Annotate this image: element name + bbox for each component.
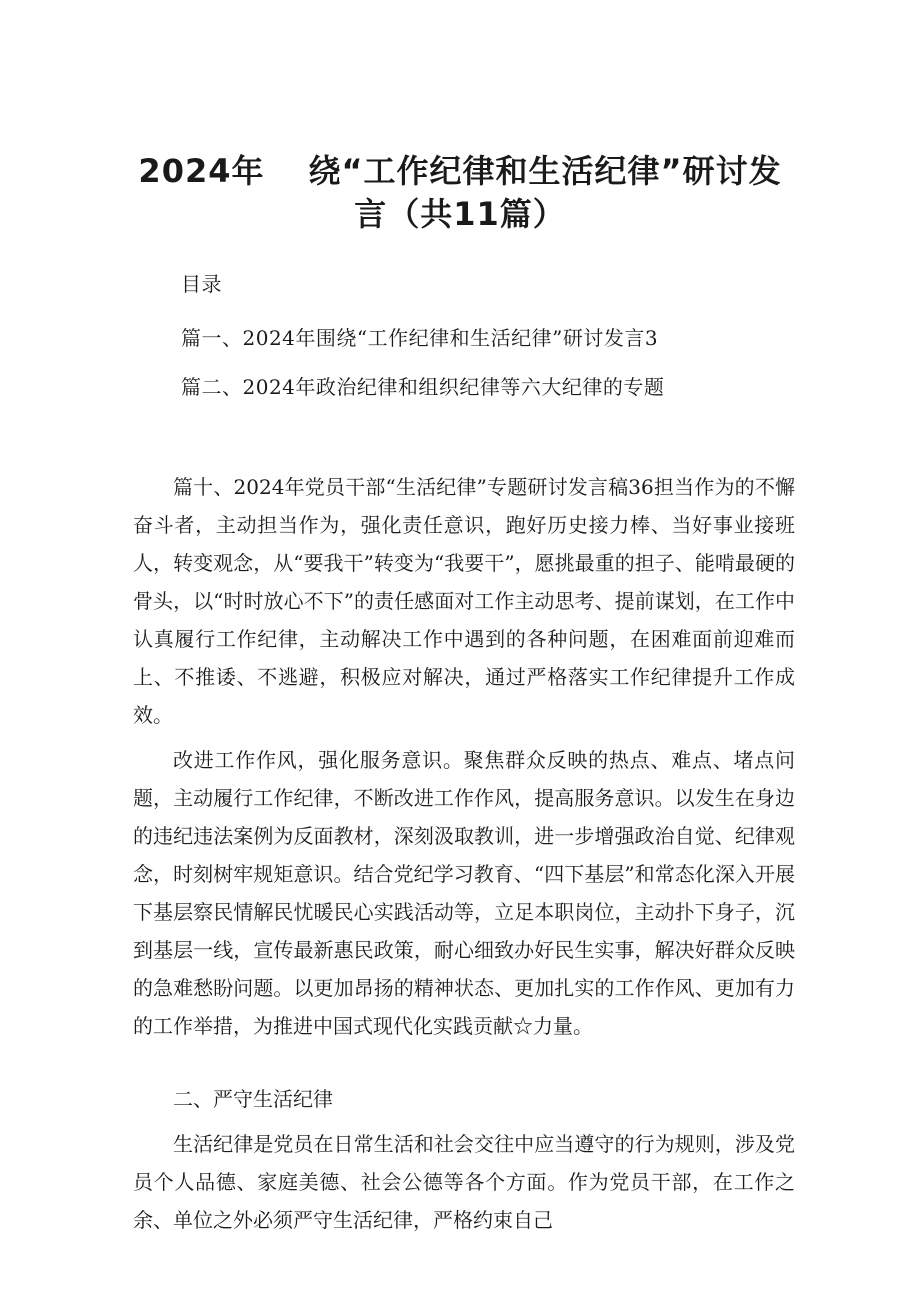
section-heading: 二、严守生活纪律 [173, 1087, 333, 1111]
toc-item-2: 篇二、2024年政治纪律和组织纪律等六大纪律的专题 [181, 375, 665, 399]
body-paragraph-3: 生活纪律是党员在日常生活和社会交往中应当遵守的行为规则，涉及党员个人品德、家庭美德、社会公德等各个方面。作为党员干部，在工作之余、单位之外必须严守生活纪律，严格约束自己 [133, 1132, 795, 1232]
toc-item-1: 篇一、2024年围绕“工作纪律和生活纪律”研讨发言3 [181, 326, 659, 350]
body-paragraph-2: 改进工作作风，强化服务意识。聚焦群众反映的热点、难点、堵点问题，主动履行工作纪律，不断改进工作作风，提高服务意识。以发生在身边的违纪违法案例为反面教材，深刻汲取教训，进一步增强政治自觉、纪律观念，时刻树牢规矩意识。结合党纪学习教育、“四下基层”和常态化深入开展下基层察民情解民忧暖民心实践活动等，立足本职岗位，主动扑下身子，沉到基层一线，宣传最新惠民政策，耐心细致办好民生实事，解决好群众反映的急难愁盼问题。以更加昂扬的精神状态、更加扎实的工作作风、更加有力的工作举措，为推进中国式现代化实践贡献☆力量。 [133, 748, 795, 1038]
section-block [133, 1080, 795, 1239]
body-text-block [133, 468, 795, 1045]
title-text: 绕“工作纪律和生活纪律”研讨发 [308, 152, 782, 190]
toc-heading: 目录 [181, 272, 222, 296]
title-year: 2024年 [138, 152, 265, 190]
body-paragraph-1: 篇十、2024年党员干部“生活纪律”专题研讨发言稿36担当作为的不懈奋斗者，主动担当作为，强化责任意识，跑好历史接力棒、当好事业接班人，转变观念，从“要我干”转变为“我要干”，愿挑最重的担子、能啃最硬的骨头，以“时时放心不下”的责任感面对工作主动思考、提前谋划，在工作中认真履行工作纪律，主动解决工作中遇到的各种问题，在困难面前迎难而上、不推诿、不逃避，积极应对解决，通过严格落实工作纪律提升工作成效。 [133, 475, 795, 727]
document-title-line-1 [0, 147, 920, 195]
document-title-line-2: 言（共11篇） [354, 195, 566, 233]
